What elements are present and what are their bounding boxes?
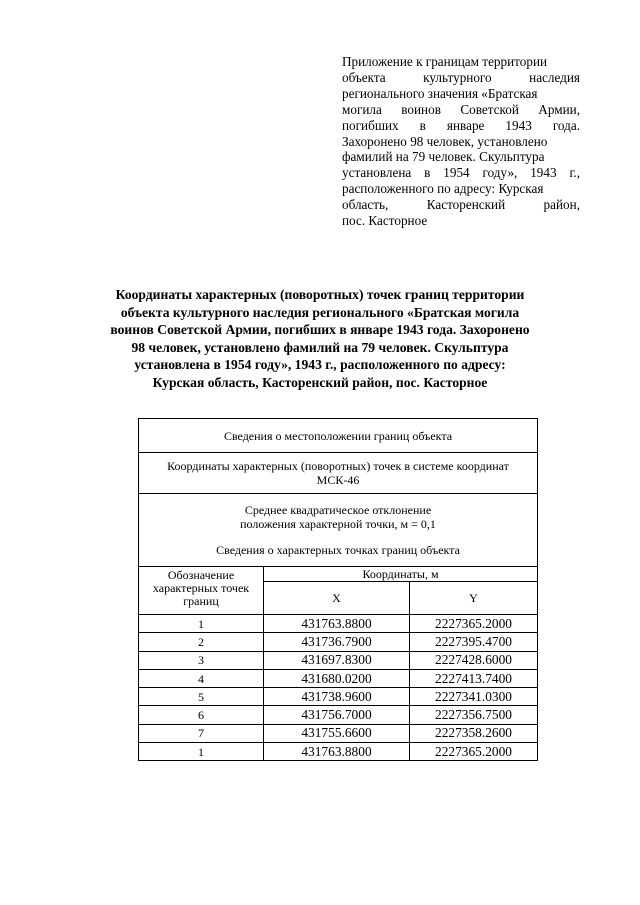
point-number: 3 [139,651,264,669]
point-number: 7 [139,724,264,742]
system-line: Координаты характерных (поворотных) точек в системе координат [167,459,509,473]
x-value: 431738.9600 [264,688,410,706]
table-info-row [139,419,538,453]
table-row [139,743,538,761]
x-header: X [264,582,410,615]
appendix-line: фамилий на 79 человек. Скульптура [342,149,545,165]
point-number: 2 [139,633,264,651]
y-value: 2227413.7400 [410,669,538,687]
point-number: 4 [139,669,264,687]
point-number: 1 [139,615,264,633]
deviation-line: Среднее квадратическое отклонение [244,503,432,517]
title-line: объекта культурного наследия регионального «Братская могила [120,304,520,320]
y-value: 2227356.7500 [410,706,538,724]
appendix-line: установлена в 1954 году», 1943 г., [342,165,580,181]
title-line: Курская область, Касторенский район, пос. Касторное [152,374,488,390]
coordinates-table [138,418,538,761]
appendix-line: область, Касторенский район, [342,197,580,213]
appendix-line: объекта культурного наследия [342,69,580,85]
point-number: 1 [139,743,264,761]
table-header-row [139,567,538,582]
table-row [139,706,538,724]
deviation-line: положения характерной точки, м = 0,1 [240,517,436,531]
x-value: 431736.7900 [264,633,410,651]
title-line: Координаты характерных (поворотных) точек границ территории [115,287,525,302]
point-number: 5 [139,688,264,706]
appendix-line: Захоронено 98 человек, установлено [342,133,548,149]
title-line: воинов Советской Армии, погибших в январе 1943 года. Захоронено [110,322,530,337]
y-value: 2227358.2600 [410,724,538,742]
points-header: Сведения о характерных точках границ объекта [216,543,460,557]
x-value: 431763.8800 [264,743,410,761]
system-name: МСК-46 [316,473,360,487]
table-system-row [139,453,538,494]
table-row [139,651,538,669]
y-value: 2227365.2000 [410,615,538,633]
appendix-line: регионального значения «Братская [342,85,538,101]
coordinate-system-cell [139,453,538,494]
table-row [139,633,538,651]
point-number: 6 [139,706,264,724]
document-title [60,286,580,391]
y-value: 2227395.4700 [410,633,538,651]
y-value: 2227428.6000 [410,651,538,669]
appendix-line: погибших в январе 1943 года. [342,117,580,133]
deviation-cell [139,494,538,567]
point-label-header: Обозначение характерных точек границ [139,567,264,615]
y-header: Y [410,582,538,615]
appendix-line: Приложение к границам территории [342,54,548,69]
appendix-note [342,54,580,229]
x-value: 431763.8800 [264,615,410,633]
table-row [139,724,538,742]
appendix-line: могила воинов Советской Армии, [342,101,580,117]
table-deviation-row [139,494,538,567]
table-row [139,669,538,687]
appendix-line: расположенного по адресу: Курская [342,181,544,197]
appendix-line: пос. Касторное [342,213,428,229]
x-value: 431756.7000 [264,706,410,724]
x-value: 431755.6600 [264,724,410,742]
x-value: 431697.8300 [264,651,410,669]
y-value: 2227341.0300 [410,688,538,706]
x-value: 431680.0200 [264,669,410,687]
title-line: установлена в 1954 году», 1943 г., расположенного по адресу: [134,357,506,372]
coordinates-header: Координаты, м [264,567,538,582]
info-header-cell: Сведения о местоположении границ объекта [139,419,538,453]
table-row [139,688,538,706]
title-line: 98 человек, установлено фамилий на 79 человек. Скульптура [131,339,509,355]
table-row [139,615,538,633]
y-value: 2227365.2000 [410,743,538,761]
